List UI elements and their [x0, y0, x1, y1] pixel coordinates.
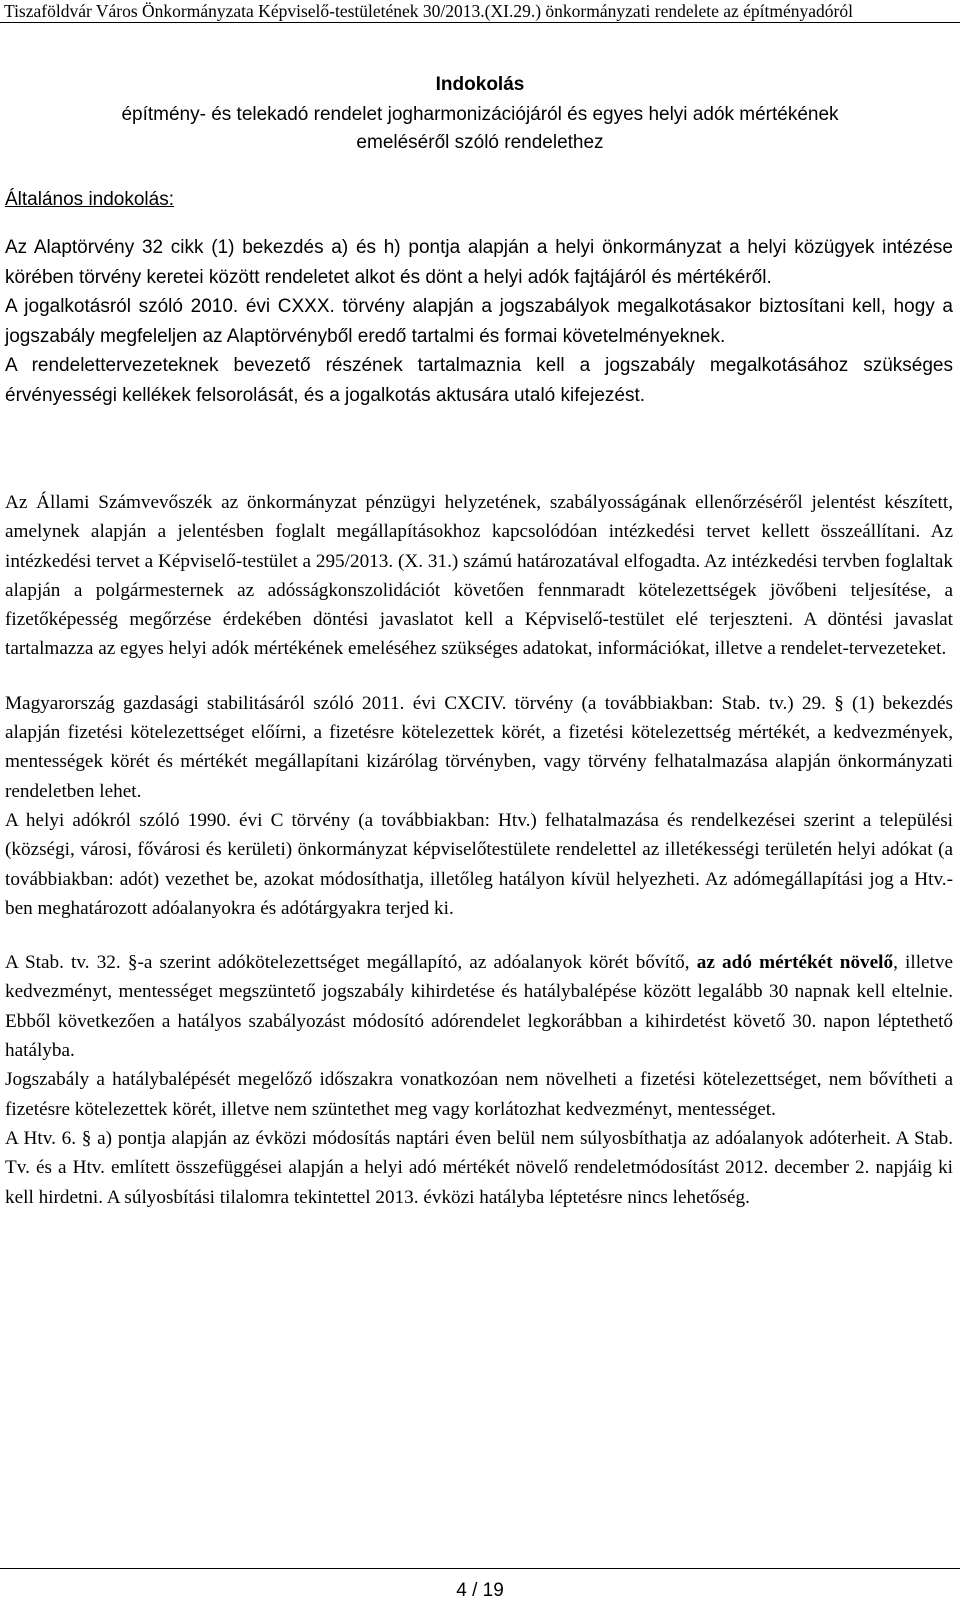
document-title: Indokolás [435, 74, 525, 95]
main-text [5, 488, 953, 1212]
paragraph-7 [5, 948, 953, 1065]
paragraph-3: A rendelettervezeteknek bevezető részének tartalmaznia kell a jogszabály megalkotásához szükséges érvényességi kellékek felsorolását, és a jogalkotás aktusára utaló kifejezést. [5, 355, 953, 406]
document-subtitle-line-1: építmény- és telekadó rendelet jogharmonizációjáról és egyes helyi adók mértékének [121, 104, 839, 125]
page-number: 4 / 19 [456, 1580, 504, 1601]
paragraph-1: Az Alaptörvény 32 cikk (1) bekezdés a) és h) pontja alapján a helyi önkormányzat a helyi közügyek intézése körében törvény keretei között rendeletet alkot és dönt a helyi adók fajtájáról és mértékéről. [5, 237, 953, 288]
header-rule [0, 22, 960, 23]
paragraph-4: Az Állami Számvevőszék az önkormányzat pénzügyi helyzetének, szabályosságának ellenőrzéséről jelentést készített, amelynek alapján a jelentésben foglalt megállapításokhoz kapcsolódóan intézkedési tervet kellett összeállítani. Az intézkedési tervet a Képviselő-testület a 295/2013. (X. 31.) számú határozatával elfogadta. Az intézkedési tervben foglaltak alapján a polgármesternek az adósságkonszolidációt követően fennmaradt kötelezettségek jövőbeni teljesítése, a fizetőképesség megőrzése érdekében döntési javaslatot kell a Képviselő-testület elé terjeszteni. A döntési javaslat tartalmazza az egyes helyi adók mértékének emeléséhez szükséges adatokat, információkat, illetve a rendelet-tervezeteket. [5, 492, 953, 660]
paragraph-6: A helyi adókról szóló 1990. évi C törvény (a továbbiakban: Htv.) felhatalmazása és rendelkezései szerint a települési (községi, városi, fővárosi és kerületi) önkormányzat képviselőtestülete rendelettel az illetékességi területén helyi adókat (a továbbiakban: adót) vezethet be, azokat módosíthatja, illetőleg hatályon kívül helyezheti. Az adómegállapítási jog a Htv.-ben meghatározott adóalanyokra és adótárgyakra terjed ki. [5, 809, 953, 919]
paragraph-8: Jogszabály a hatálybalépését megelőző időszakra vonatkozóan nem növelheti a fizetési kötelezettséget, nem bővítheti a fizetésre kötelezettek körét, illetve nem szüntethet meg vagy korlátozhat kedvezményt, mentességet. [5, 1069, 953, 1120]
paragraph-7-text-a: A Stab. tv. 32. §-a szerint adókötelezettséget megállapító, az adóalanyok körét bővítő, [5, 952, 697, 974]
intro-text [5, 233, 953, 410]
document-title-block [0, 70, 960, 158]
paragraph-7-emphasis: az adó mértékét növelő [696, 952, 894, 974]
running-header: Tiszaföldvár Város Önkormányzata Képviselő-testületének 30/2013.(XI.29.) önkormányzati rendelete az építményadóról [4, 2, 853, 21]
section-heading: Általános indokolás: [5, 189, 174, 210]
document-subtitle-line-2: emeléséről szóló rendelethez [356, 132, 604, 153]
footer-rule [0, 1568, 960, 1569]
paragraph-7-text-b: , illetve kedvezményt, mentességet megszüntető jogszabály kihirdetése és hatálybalépése között legalább 30 napnak kell eltelnie. Ebből következően a hatályos szabályozást módosító adórendelet legkorábban a kihirdetést követő 30. napon léptethető hatályba. [5, 952, 954, 1062]
paragraph-spacer [5, 923, 953, 948]
paragraph-2: A jogalkotásról szóló 2010. évi CXXX. törvény alapján a jogszabályok megalkotásakor biztosítani kell, hogy a jogszabály megfeleljen az Alaptörvényből eredő tartalmi és formai követelményeknek. [5, 296, 953, 347]
paragraph-9: A Htv. 6. § a) pontja alapján az évközi módosítás naptári éven belül nem súlyosbíthatja az adóalanyok adóterheit. A Stab. Tv. és a Htv. említett összefüggései alapján a helyi adó mértékét növelő rendeletmódosítást 2012. december 2. napjáig ki kell hirdetni. A súlyosbítási tilalomra tekintettel 2013. évközi hatályba léptetésre nincs lehetőség. [5, 1127, 953, 1208]
paragraph-5: Magyarország gazdasági stabilitásáról szóló 2011. évi CXCIV. törvény (a továbbiakban: Stab. tv.) 29. § (1) bekezdés alapján fizetési kötelezettséget előírni, a fizetésre kötelezettek körét, a fizetési kötelezettség mértékét, a kedvezmények, mentességek körét és mértékét megállapítani kizárólag törvényben, vagy törvény felhatalmazása alapján önkormányzati rendeletben lehet. [5, 692, 953, 802]
paragraph-spacer [5, 664, 953, 689]
